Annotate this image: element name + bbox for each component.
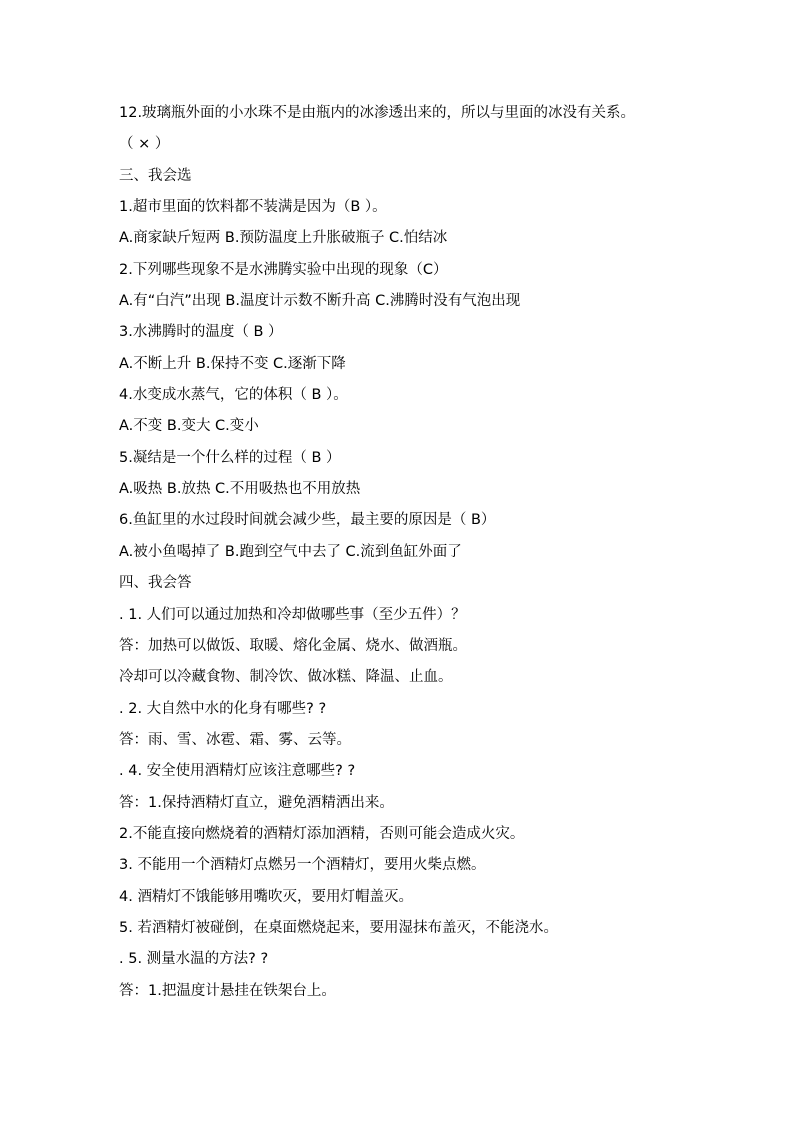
answer-4-point-2: 2.不能直接向燃烧着的酒精灯添加酒精，否则可能会造成火灾。 — [119, 825, 525, 842]
choice-question-3: 3.水沸腾时的温度（ B ） — [119, 324, 283, 341]
choice-options-4: A.不变 B.变大 C.变小 — [119, 418, 259, 435]
question-12-answer: （ × ） — [119, 136, 170, 153]
section-heading-choose: 三、我会选 — [119, 167, 192, 184]
answer-4-point-5: 5. 若酒精灯被碰倒，在桌面燃烧起来，要用湿抹布盖灭，不能浇水。 — [119, 919, 558, 936]
answer-question-4: . 4. 安全使用酒精灯应该注意哪些? ? — [119, 763, 356, 780]
choice-question-1: 1.超市里面的饮料都不装满是因为（B ）。 — [119, 199, 387, 216]
answer-4-point-3: 3. 不能用一个酒精灯点燃另一个酒精灯，要用火柴点燃。 — [119, 857, 486, 874]
choice-options-6: A.被小鱼喝掉了 B.跑到空气中去了 C.流到鱼缸外面了 — [119, 543, 462, 560]
question-12-text: 12.玻璃瓶外面的小水珠不是由瓶内的冰渗透出来的，所以与里面的冰没有关系。 — [119, 105, 636, 121]
answer-question-5: . 5. 测量水温的方法? ? — [119, 951, 269, 968]
answer-1-heating: 答：加热可以做饭、取暖、熔化金属、烧水、做酒瓶。 — [119, 637, 467, 654]
choice-question-6: 6.鱼缸里的水过段时间就会减少些，最主要的原因是（ B） — [119, 512, 496, 529]
document-body — [119, 98, 779, 1007]
answer-2-text: 答：雨、雪、冰雹、霜、雾、云等。 — [119, 731, 351, 748]
choice-options-2: A.有“白汽”出现 B.温度计示数不断升高 C.沸腾时没有气泡出现 — [119, 293, 521, 310]
answer-5-point-1: 答：1.把温度计悬挂在铁架台上。 — [119, 982, 336, 999]
answer-question-1: . 1. 人们可以通过加热和冷却做哪些事（至少五件）？ — [119, 606, 466, 623]
choice-question-4: 4.水变成水蒸气，它的体积（ B ）。 — [119, 387, 348, 404]
answer-question-2: . 2. 大自然中水的化身有哪些? ? — [119, 700, 327, 717]
section-heading-answer: 四、我会答 — [119, 575, 192, 592]
answer-4-point-1: 答：1.保持酒精灯直立，避免酒精洒出来。 — [119, 794, 394, 811]
answer-4-point-4: 4. 酒精灯不饿能够用嘴吹灭，要用灯帽盖灭。 — [119, 888, 413, 905]
answer-1-cooling: 冷却可以冷藏食物、制冷饮、做冰糕、降温、止血。 — [119, 669, 453, 686]
choice-options-1: A.商家缺斤短两 B.预防温度上升胀破瓶子 C.怕结冰 — [119, 230, 448, 247]
choice-question-5: 5.凝结是一个什么样的过程（ B ） — [119, 449, 341, 466]
choice-options-3: A.不断上升 B.保持不变 C.逐渐下降 — [119, 355, 346, 372]
choice-options-5: A.吸热 B.放热 C.不用吸热也不用放热 — [119, 481, 361, 498]
choice-question-2: 2.下列哪些现象不是水沸腾实验中出现的现象（C） — [119, 261, 448, 278]
